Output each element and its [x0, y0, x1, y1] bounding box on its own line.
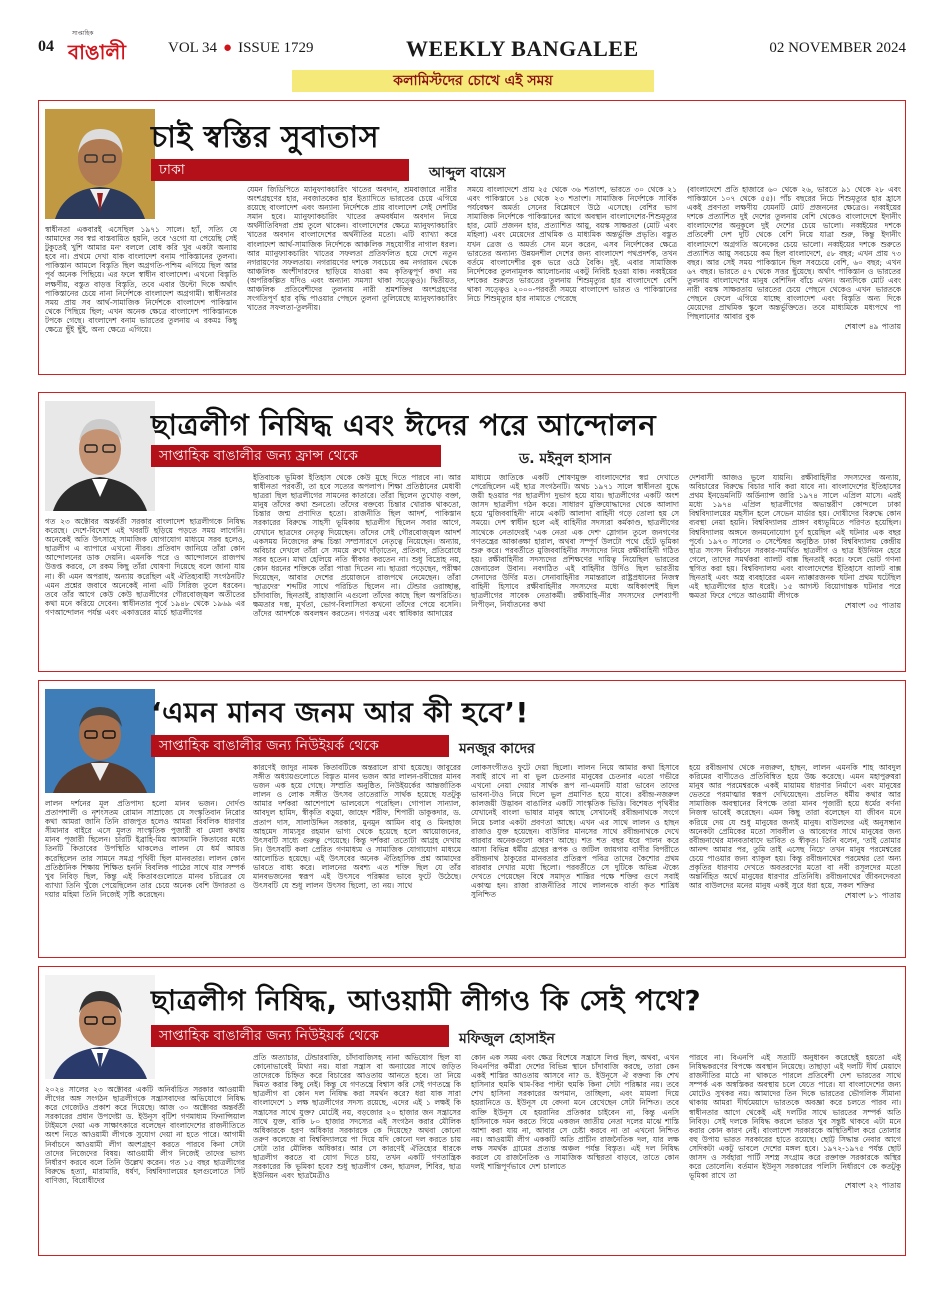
source-bar: সাপ্তাহিক বাঙালীর জন্য নিউইয়র্ক থেকে	[151, 735, 449, 757]
section-title: কলামিস্টদের চোখে এই সময়	[292, 70, 654, 92]
continue-link[interactable]: শেষাংশ ২২ পাতায়	[844, 1181, 901, 1191]
volume-issue	[168, 40, 314, 57]
article-headline[interactable]: চাই স্বস্তির সুবাতাস	[151, 120, 380, 155]
paper-logo[interactable]	[68, 28, 126, 68]
article-intro: গত ২৩ অক্টোবর অন্তর্বর্তী সরকার বাংলাদেশ ছাত্রলীগকে নিষিদ্ধ করেছে। দেশে-বিদেশে এই খবরটি ছড়িয়ে পড়তে সময় লাগেনি। অনেকেই অতি উৎসাহে সামাজিক যোগাযোগ মাধ্যমে সরব হলেও, ছাত্রলীগ এ ব্যাপারে এখনো নীরব। প্রতিবাদ জানিয়ে তাঁরা কোন আন্দোলনের ডাক দেয়নি। এমনকি পরে ও আন্দোলনে রাজপথ উত্তপ্ত করবে, সে রকম কিছু তাঁরা ঘোষণা দিয়েছে বলে জানা যায় না। কী এমন অপরাধ, অন্যায় করেছিল এই ঐতিহ্যবাহী সংগঠনটি? এমন প্রশ্নের জবাবে অনেকেই নানা এটি সিরিজ তুলে ধরবেন। তবে তাঁর আগে কেউ কেউ ছাত্রলীগের গৌরবোজ্জ্বল অতীতের কথা মনে করিয়ে দেবেন। স্বাধীনতার পূর্বে ১৯৪৮ থেকে ১৯৬৯ এর গণআন্দোলন পর্যন্ত এবং একাত্তরের মার্চে ছাত্রলীগের	[45, 517, 245, 617]
column-4-text: দেশবাসী আজও ভুলে যায়নি। রক্ষীবাহিনীর সদস্যদের অন্যায়, অবিচারের বিরুদ্ধে বিচার দাবি করা যাবে না। বাংলাদেশের ইতিহাসের প্রথম ইনডেমনিটি অর্ডিন্যান্স জারি ১৯৭৪ সালে এপ্রিল মাসে। এরই মধ্যে ১৯৭৪ এপ্রিল ছাত্রলীগের অভ্যন্তরীণ কোন্দলে ঢাকা বিশ্ববিদ্যালয়ের মহসীন হলে সেভেন মার্ডার হয়। দোষীদের বিরুদ্ধে কোন ব্যবস্থা নেয়া হয়নি। বিশ্ববিদ্যালয় প্রাঙ্গণ বধ্যভূমিতে পরিণত হয়েছিল। বিশ্ববিদ্যালয় অঙ্গনে জনমনোযোগ চূর্ণ হয়েছিল এই ঘটনার এক বছর পূর্বে। ১৯৭৩ সালের ৩ সেপ্টেম্বর অনুষ্ঠিত ঢাকা বিশ্ববিদ্যালয় কেন্দ্রীয় ছাত্র সংসদ নির্বাচনে সরকার-সমর্থিত ছাত্রলীগ ও ছাত্র ইউনিয়ন হেরে গেলে, তাদের সমর্থকরা ব্যালট বাক্স ছিনতাই করে। ফলে ভোট গণনা স্থগিত করা হয়। বিশ্ববিদ্যালয় এবং বাংলাদেশের ইতিহাসে ব্যালট বাক্স ছিনতাই এবং অস্ত্র ব্যবহারের এমন ন্যাক্কারজনক ঘটনা প্রথম ঘটেছিল এই ছাত্রলীগের হাত ধরেই। ১৫ আগস্ট বিয়োগান্তক ঘটনার পরে ক্ষমতা ফিরে পেতে আওয়ামী লীগকে	[689, 473, 901, 601]
column-2: কারণেই জাদুর নামক কিতাবটিকে অন্তরালে রাখা হয়েছে। জাবুরের সঙ্গীত অধ্যায়গুলোতে বিস্তৃত মানব ভজন আর লালন-রবীন্দ্রের মানব ভজন এক হয়ে গেছে। সম্প্রতি অনুষ্ঠিত, নিউইয়র্কের আন্তর্জাতিক লালন ও লোক সঙ্গীত উৎসব তাতেরাতি সার্থক হয়েছে যতটুকু আমার দর্শকরা আশেপাশে ভালবেসে পরেছিল। গোপাল সান্যাল, আবদুল হামিদ, স্বীকৃতি বড়ুয়া, জাহেদ শরীফ, শিপারী ডাকুকদার, ড. প্রতাপ দাস, সালাউদ্দিন সরকার, মুনমুন আমিন বাবু ও মিনহাজ আহমেদ সাম্যসুর রহমান ভাগ্য থেকে হয়েছে হলে আয়োজনের, উৎসবটি সাধ্যে গুরুত্ব পেয়েছে। কিন্তু দর্শকরা ততোটা আগ্রহ দেখায় নি। উৎসবটি কলা প্রেরিত গণমাধ্যম ও সামাজিক যোগাযোগ মাধ্যমে আলোচিত হয়েছে। এই উৎসবের অনেক ঐতিহাসিক প্রশ্ন আমাদের ভাবতে বাধ্য করে। লালনের অবশ্য এত শক্তি ছিল যে তাঁর মানবভজনের স্বরূপ এই উৎসবে পরিষ্কার ভাবে ফুটে উঠেছে। উৎসবটি যে শুধু লালন উৎসব ছিলো, তা নয়। সাথে	[253, 763, 461, 891]
article-headline[interactable]: ছাত্রলীগ নিষিদ্ধ, আওয়ামী লীগও কি সেই পথে?	[151, 984, 702, 1017]
logo-tagline: সাপ্তাহিক	[72, 30, 94, 37]
column-3: সময়ে বাংলাদেশে প্রায় ২৫ থেকে ৩৬ শতাংশ, ভারতে ৩০ থেকে ২১ এবং পাকিস্তানে ১৪ থেকে ২৩ শতাংশ। সামাজিক নির্দেশকে সার্বিক পর্যবেক্ষণ অমর্ত্য সেনের বিশ্লেষণে উঠে এসেছে। বেশির ভাগ সামাজিক নির্দেশকে পাকিস্তানের আগে অবস্থান বাংলাদেশের-শিশুমৃত্যুর হার, মোট প্রজনন হার, প্রত্যাশিত আয়ু, বয়স্ক সাক্ষরতা (মোট এবং মহিলা) এবং মেয়েদের প্রাথমিক ও মাধ্যমিক অন্তর্ভুক্তি প্রভৃতি। বস্তুত যখন ত্রেজ ও অমর্ত্য সেন মনে করেন, এসব নির্দেশকের ক্ষেত্রে ভারতের অন্যান্য উন্নয়নশীল দেশের জন্য বাংলাদেশ পথপ্রদর্শক, তখন বর্তমে বাংলাদেশীর বুক ভরে ওঠে বৈকি। দুই. এবার সামাজিক নির্দেশকের তুলনামূলক আলোচনায় একটু নিবিষ্ট হওয়া যাক। নব্বইয়ের দশকের শুরুতে ভারতের তুলনায় শিশুমৃত্যুর হার বাংলাদেশে বেশি থাকা সত্ত্বেও ২০০০-পরবর্তী সময়ে বাংলাদেশ ভারত ও পাকিস্তানের নিচে শিশুমৃত্যুর হার নামাতে পেরেছে	[467, 185, 677, 304]
article-columns	[253, 763, 901, 955]
column-2: প্রতি অত্যাচার, টেন্ডারবাজি, চাঁদাবাজিসহ নানা অভিযোগ ছিল যা কোনোভাবেই মিথ্যা নয়। যারা সন্ত্রাস বা অন্যায়ের সাথে জড়িত তাদেরকে চিহ্নিত করে বিচারের আওতায় আনতে হবে। তা নিয়ে দ্বিমত করার কিছু নেই। কিন্তু যে গণতন্ত্রে বিশ্বাস করি সেই গণতন্ত্রে কি ছাত্রলীগ বা কোন দল নিষিদ্ধ করা সমর্থন করে? ধরা যাক সারা বাংলাদেশে ১ লক্ষ ছাত্রলীগের সদস্য রয়েছে, এদের এই ১ লক্ষই কি সন্ত্রাসের সাথে যুক্ত? মোটেই নয়, বড়জোর ২০ হাজার জন সন্ত্রাসের সাথে যুক্ত, বাকি ৮০ হাজার সদস্যের এই সংগঠন করার মৌলিক অধিকারকে হরণ অধিকার সরকারকে কে দিয়েছে? অথবা কোনো তরুণ কলেজে বা বিশ্ববিদ্যালয়ে পা দিয়ে যদি কোনো দল করতে চায় সেটা তার মৌলিক অধিকার। আর সে কারণেই ঐতিহ্যের ধারকে ছাত্রলীগ করতে বা যোগ দিতে চায়, তখন একটি গণতান্ত্রিক সরকারের কি ভূমিকা হবে? শুধু ছাত্রলীগ কেন, ছাত্রদল, শিবির, ছাত্র ইউনিয়ন এবং ছাত্রমৈত্রীও	[253, 1053, 461, 1181]
paper-name: WEEKLY BANGALEE	[406, 36, 639, 61]
article-intro: লালন দর্শনের মূল প্রতিপাদ্য হলো মানব ভজন। দোর্দণ্ড প্রতাপশালী ও নৃশংসতম রোমান সাম্রাজ্যে যে সংস্কৃতিবান নিরোর কথা আমরা জানি তিনি রাজপুত হলেও আমরা বিবলিক ধারণার সীমানার বাইরে এসে মূলত সাংস্কৃতিক পুজারী বা মেলা কথায় মানব পূজারী ছিলেন। চারটি ইব্রাহি-মিয় আসমানি কিতাবের মধ্যে তিনটি কিতাবের উপস্থিতি থাকলেও লালন যে ধর্ম আয়ত্ত করেছিলেন তার সামনে সমগ্র পৃথিবী ছিল মানবতার। লালন কোন প্রতিষ্ঠানিক শিক্ষায় শিক্ষিত হননি বিবলিক পাঠের সাথে যার সম্পর্ক খুব নিবিড় ছিল, কিন্তু এই কিতাবগুলোতে মানব চরিত্রের যে ব্যাখ্যা তিনি খুঁজে পেয়েছিলেন তার চেয়ে অনেক বেশি উদারতা ও দয়ার মহিমা তিনি নিজেই সৃষ্টি করেছেন।	[45, 799, 245, 899]
source-bar: ঢাকা	[151, 159, 409, 181]
author-name: আব্দুল বায়েস	[429, 165, 506, 181]
bullet-dot-icon: ●	[223, 40, 233, 56]
volume: VOL 34	[168, 40, 218, 56]
article-4	[38, 966, 906, 1256]
source-bar: সাপ্তাহিক বাঙালীর জন্য ফ্রান্স থেকে	[151, 445, 441, 467]
article-1	[38, 100, 906, 375]
article-columns	[253, 1053, 901, 1251]
author-name: মফিজুল হোসাইন	[459, 1031, 555, 1047]
author-photo	[45, 401, 155, 511]
continue-link[interactable]: শেষাংশ ৮১ পাতায়	[844, 891, 901, 901]
column-2: ইতিবাচক ভূমিকা ইতিহাস থেকে কেউ মুছে দিতে পারবে না। আর স্বাধীনতা পরবর্তী, তা হবে সত্যের অপলাপ। শিক্ষা প্রতিষ্ঠানের মেধাবী ছাত্ররা ছিল ছাত্রলীগের সামনের কাতারে। তাঁরা ছিলেন তুখোড় বক্তা, মানুষ তাঁদের কথা শুনতো। তাঁদের বক্তব্যে চিন্তার খোরাক থাকতো, চিন্তার জন্ম প্রণাদিত হতো। রাজনীতি ছিল আদর্শ, পাকিস্তান সরকারের বিরুদ্ধে সাহসী ভূমিকায় ছাত্রলীগ ছিলেন সবার আগে, যেখানে ছাত্রদের নেতৃত্ব দিয়েছেন। তাঁদের সেই গৌরবোজ্জ্বল আদর্শ একসময় নিজেদের রুদ্ধ চিন্তা সম্প্রসারণে নেতৃত্বে নিয়েছেন। অন্যায়, অবিচার দেখলে তাঁরা সে সময়ে রুখে দাঁড়াতেন, প্রতিবাদ, প্রতিরোধে সরব হতেন। মাথা হেলিয়ে নতি স্বীকার করতেন না। শুধু বিদ্রোহ নয়, কোন ধরনের শক্তিকে তাঁরা পাত্তা দিতেন না। ছাত্ররা পড়েছেন, পরীক্ষা দিয়েছেন, আবার দেশের প্রয়োজনে রাজপথে নেমেছেন। তাঁরা 'ছাত্রদের' শব্দটির সাথে পরিচিত ছিলেন না। টেন্ডার ওরাচ্ছাল্ত, চাঁদাবাজি, ছিনতাই, রাহাজানি এগুলো তাঁদের কাছে ছিল অপরিচিত। ক্ষমতার দম্ভ, মূর্খতা, ভোগ-বিলাসিতা কখনো তাঁদের পেয়ে বসেনি। তাঁদের আদর্শকে অবলম্বন করতেন। গণতন্ত্র এবং স্বাধিকার আদায়ের	[253, 473, 461, 619]
author-photo	[45, 975, 155, 1079]
source-bar: সাপ্তাহিক বাঙালীর জন্য নিউইয়র্ক থেকে	[151, 1025, 449, 1047]
column-4-text: (বাংলাদেশে প্রতি হাজারে ৬০ থেকে ২৬, ভারতে ৯১ থেকে ২৮ এবং পাকিস্তানে ১০৭ থেকে ৫৫)। পাঁচ বছরের নিচে শিশুমৃত্যুর হার হ্রাসে একই প্রবণতা লক্ষণীয় যেমনটি মোট প্রজননের ক্ষেত্রেও। নব্বইয়ের দশকে প্রত্যাশিত দুই দেশের তুলনায় বেশি থেকেও বাংলাদেশে ইদানীং বাংলাদেশের অনুকূলে দুই দেশের চেয়ে ভালো। নব্বইয়ের দশকে প্রতিবেশী দেশ দুটি থেকে বেশি নিয়ে যাত্রা শুরু, কিন্তু ইদানীং বাংলাদেশে অগ্রগতি অনেকের চেয়ে ভালো। নব্বইয়ের দশকে শুরুতে প্রত্যাশিত আয়ু সবচেয়ে কম ছিল বাংলাদেশে, ৫৮ বছর; এখন প্রায় ৭৩ বছর। আর সেই সময় পাকিস্তানে ছিল সবচেয়ে বেশি, ৬০ বছর; এখন ৬৭ বছর। ভারতে ৫৭ থেকে সত্তর ছুঁয়েছে। অর্থাৎ পাকিস্তান ও ভারতের তুলনায় বাংলাদেশের মানুষ বেশিদিন বাঁচে এখন। অন্যদিকে মোট এবং নারী বয়স্ক সাক্ষরতায় ভারতের চেয়ে পেছনে থেকেও এখন ভারতকে পেছনে ফেলে এগিয়ে যাচ্ছে বাংলাদেশ এবং বিস্তৃতি অন্য দিকে মেয়েদের প্রাথমিক স্কুলে অন্তর্ভুক্তিতে। তবে মাধ্যমিকে মধ্যপথে পা পিছলানোর আবার বুক	[687, 185, 901, 322]
page-number: 04	[38, 38, 54, 55]
column-4	[689, 473, 901, 667]
article-headline[interactable]: ছাত্রলীগ নিষিদ্ধ এবং ঈদের পরে আন্দোলন	[151, 408, 657, 442]
column-3: মাধ্যমে জাতিকে একটি শোষণমুক্ত বাংলাদেশের স্বপ্ন দেখাতে পেরেছিলেন এই ছাত্র সংগঠনটি। অথচ ১৯৭১ সালে স্বাধীনতা যুদ্ধে জয়ী হওয়ার পর ছাত্রলীগ দুভাগ হয়ে যায়। ছাত্রলীগের একটি অংশ জাসদ ছাত্রলীগ গঠন করে। সাধারণ মুক্তিযোদ্ধাদের থেকে আলাদা হয়ে 'মুজিববাহিনী' নামে একটি আলাদা বাহিনী গড়ে তোলা হয় সে সময়ে। দেশ স্বাধীন হলে এই বাহিনীর সদস্যরা কর্মকাণ্ড, ছাত্রলীগের সাথেকে নেতাদেরই 'এক নেতা এক দেশ' স্লোগান তুলে জনগণের গণতন্ত্রের আকাঙ্ক্ষা হারাল, অথবা সম্পূর্ণ উলটো পথে হেঁটে ভূমিকা শুরু করে। পরবর্তীতে মুজিববাহিনীর সদস্যদের নিয়ে রক্ষীবাহিনী গঠিত হয়। রক্ষীবাহিনীর সদস্যদের প্রশিক্ষণের দায়িত্ব নিয়েছিল ভারতের জেনারেল উবান। নবগঠিত এই বাহিনীর উর্দিও ছিল ভারতীয় সেনাদের উর্দির মত। সেনাবাহিনীর সমান্তরালে রাষ্ট্রপ্রধানের নিজস্ব বাহিনী হিসাবে রক্ষীবাহিনীর সদস্যদের মধ্যে অধিকাংশই ছিল ছাত্রলীগের সাবেক নেতাকর্মী। রক্ষীবাহি-নীর সদস্যদের দেশব্যাপী নিপীড়ন, নির্যাতনের কথা	[471, 473, 679, 610]
article-intro: স্বাধীনতা একবারই এসেছিল ১৯৭১ সালে। হ্যাঁ, সত্যি যে আমাদের সব স্বপ্ন বাস্তবায়িত হয়নি, তবে 'ওগো যা পেয়েছি সেই টুকুতেই খুশি আমার মন' বললে বোধ করি খুব একটা অন্যায় হবে না। প্রথমে দেখা যাক বাংলাদেশ বনাম পাকিস্তানের তুলনা। পাকিস্তান আমলে বিস্তৃতি ছিল অগ্রগতি-পশ্চিম এগিয়ে ছিল আর পূর্ব অনেক পিছিয়ে। এর ফলে স্বাধীন বাংলাদেশ। এখনো বিস্তৃতি লক্ষণীয়, বস্তুত বাড়ত্ত বিস্তৃতি, তবে এবার উল্টো দিকে অর্থাৎ পাকিস্তানের চেয়ে নানা নির্দেশকে বাংলাদেশ অগ্রগামী। স্বাধীনতার সময় প্রায় সব আর্থ-সামাজিক নির্দেশকে বাংলাদেশ পাকিস্তান থেকে পিছিয়ে ছিল; এখন অনেক ক্ষেত্রে বাংলাদেশ পাকিস্তানকে টপকে গেছে। বাংলাদেশ বনাম ভারতের তুলনায় এ রকমঃ কিছু ক্ষেত্রে ছুঁই ছুঁই, অন্য ক্ষেত্রে এগিয়ে।	[45, 225, 237, 335]
article-3	[38, 680, 906, 958]
column-4	[687, 185, 901, 371]
article-columns	[253, 473, 901, 667]
article-intro-wrap	[159, 185, 237, 225]
continue-link[interactable]: শেষাংশ ৪৯ পাতায়	[844, 322, 901, 332]
article-columns	[247, 185, 901, 371]
author-name: মনজুর কাদের	[459, 741, 535, 757]
author-photo	[45, 109, 155, 219]
column-4-text: পারবে না। বিএনপি এই সত্যটি অনুধাবন করেছেই হয়তো এই নিষিদ্ধকরণের বিপক্ষে অবস্থান নিয়েছে। তাছাড়া এই দলটি দীর্ঘ মেয়াদে রাজনীতির মাঠে না থাকতে পারলে প্রতিবেশী দেশ ভারতের সাথে সম্পর্ক এক অস্বস্তিকর অবস্থায় চলে যেতে পারে। যা বাংলাদেশের জন্য মোটেও সুখকর নয়। আমাদের তিন দিকে ভারতের ভৌগলিক সীমানা থাকায় আমরা দীর্ঘমেয়াদে ভারতকে অবজ্ঞা করে চলতে পারব না। স্বাধীনতার আগে থেকেই এই দলটির সাথে ভারতের সম্পর্ক অতি নিবিড়। সেই দলকে নিষিদ্ধ করলে ভারত খুব সন্তুষ্ট থাকবে এটা মনে করার কোন কারণ নেই। বাংলাদেশ সরকারকে অস্থিতিশীল করে তোলার বহু উপায় ভারত সরকারের হাতে রয়েছে। ছোট্ট সিদ্ধান্ত নেবার আগে সেদিকটা একটু ভাবলে দেশের মঙ্গল হবে। ১৯৭২-১৯৭৫ পর্যন্ত ছোট জাসদ ও সর্বহারা পার্টি সশস্ত্র সংগ্রাম করে রক্তাক্ত সরকারকে অস্থির করে তোলেনি। বর্তমান ইউনূস সরকারের পলিসি নির্ধারণে কে কতটুকু ভূমিকা রাখে তা	[689, 1053, 901, 1181]
author-photo	[45, 689, 155, 793]
column-3: কোন এক সময় এবং ক্ষেত্র বিশেষে সন্ত্রাসে লিপ্ত ছিল, অথবা, এখন বিএনপির কর্মীরা দেশের বিভিন্ন স্থানে চাঁদাবাজি করছে, তারা কেন একই শাস্তির আওতায় আসবে না? ড. ইউনূসে ঐ বক্তব্য কি শেখ হাসিনার হুমকি থাম-কির পাল্টা হুমকি কিনা সেটা পরিষ্কার নয়। তবে শেখ হাসিনা সরকারের অপমান, তাচ্ছিল্য, এবং মামলা দিয়ে হয়রানিতে ড. ইউনূস যে বেদনা মনে রেখেছেন সেটা নিশ্চিত। তবে ব্যক্তি ইউনূস যে হয়রানির প্রতিকার চাইবেন না, কিন্তু এনসি হাসিনাকে দমন করতে গিয়ে একজন জাতীয় নেতা দলের মাঝে শাস্তি আশা করা যায় না, আবার সে চেষ্টা করবে না তা এখনো নিশ্চিত নয়। আওয়ামী লীগ এককটি অতি প্রাচীন রাজনৈতিক দল, যার লক্ষ লক্ষ সমর্থক গ্রামের প্রত্যন্ত অঞ্চল পর্যন্ত বিস্তৃত। এই দল নিষিদ্ধ করলে যে রাজনৈতিক ও সামাজিক অস্থিরতা বাড়বে, তাতে কোন দলই শান্তিপূর্ণভাবে দেশ চালাতে	[471, 1053, 679, 1172]
article-headline[interactable]: ‘এমন মানব জনম আর কী হবে’!	[151, 696, 529, 729]
column-4	[689, 763, 901, 955]
issue-number: ISSUE 1729	[238, 40, 314, 56]
article-2	[38, 392, 906, 672]
column-4-text: হয়ে রবীন্দ্রনাথ থেকে নজরুল, হাছন, লালন এমনকি শাহ আবদুল করিমের বাণীতেও প্রতিবিম্বিত হয়ে উচ্চ করেছে। এমন মহাপুরুষরা মানুষ আর পরমেশ্বরকে একই মায়াময় ধারণার নির্মাণে এবং মানুষের ভেতরে পরমাত্মার স্বরূপ দেখিয়েছেন। প্রচলিত ধর্মীয় কথার আর সামাজিক অবস্থানের বিপক্ষে তারা মানব পূজারী হয়ে ধর্মের বর্ণনা নিজস্ব ভাবেই করেছেন। এমন কিছু তারা বলেছেন যা জীবন মনে করিয়ে দেয় যে শুধু মানুষের জন্যই মানুষ। বাউলদের এই অনুসন্ধান অনেকটা প্রেমিকের মতো সাবলীল ও আবেগের সাথে মানুষের জন্য রবীন্দ্রনাথের মানবতাবাদে ভাবিত ও স্বীকৃত। তিনি বলেন, 'তাই তোমার আনন্দ আমার পর, তুমি তাই এসেছ নিচে' তখন মানুষ পরমেশ্বরের চেয়ে পাওয়ার জন্য ব্যাকুল হয়। কিন্তু রবীন্দ্রনাথের পরমেশ্বর তো অন্য প্রকৃতির ধারণায় দেখতে অবতরণের মতো বা নবী রসূলদের মতো অন্তর্নিহিত অর্থে মানুষের ধারণার প্রতিনিধি। রবীন্দ্রনাথের জীবনদেবতা আর বাউলদের মনের মানুষ একই সুরে ধরা হয়ে, সকল শক্তির	[689, 763, 901, 891]
continue-link[interactable]: শেষাংশ ৩৫ পাতায়	[844, 601, 901, 611]
author-name: ড. মইনুল হাসান	[519, 451, 612, 467]
masthead	[38, 30, 906, 70]
logo-wordmark: বাঙালী	[68, 40, 127, 64]
column-4	[689, 1053, 901, 1251]
column-3: লোকসংগীতও ফুটে দেয়া ছিলো। লালন নিয়ে আমার কথা হিসাবে সবাই রাখে না বা ভুল চেতনার মানুষের চেতনার এতো গভীরে এখনো নেয়া দেয়ার সার্থক রূপ না-এমনটি যারা ভাবেন তাদের ভাবনা-টাও নিয়ে দিলে ভুল প্রমাণিত হয়ে যাবে। রবীন্দ্র-নজরুল কালজয়ী উদ্ভাবন বাঙালির একটি সাংস্কৃতিক ভিত্তি। বিশেষত পৃথিবীর যেখানেই বাংলা ভাষার মানুষ আছে সেখানেই রবীন্দ্রনাথকে সংগে নিয়ে চলার একটা প্রবণতা আছে। এখন এর সাথে লালন ও হাছন রাজাও যুক্ত হয়েছেন। বাউলির মানসের সাথে রবীন্দ্রনাথকে দেখে বারবার অনেকগুলো কারণ আছে। শত শত বছর ধরে পালন করে আসা বিভিন্ন ধর্মীয় গ্রন্থের রূপক ও জটিল জায়গায় বাণীর বিপরীতে রবীন্দ্রনাথ ঠাকুরের মানবতার প্রতিরূপ পবিত্র তাদের কৈশোর প্রথম বারবার দেখার মধ্যে ছিলো। পরবর্তীতে সে দুটিকে অভিন্ন ঐক্যে দেখতে পেয়েছেন বিশ্বে সমাদৃত শান্তির পক্ষে শক্তির গুণে সবাই একাত্ম হন। রাজা রাজনীতির সাথে লালনকে বার্তা কৃত শাখ্রিধ সুনিশ্চিত	[471, 763, 679, 900]
issue-date: 02 NOVEMBER 2024	[769, 40, 906, 56]
article-intro: ২০২৪ সালের ২৩ অক্টোবর একটি অনির্বাচিত সরকার আওয়ামী লীগের অঙ্গ সংগঠন ছাত্রলীগকে সন্ত্রাসবাদের অভিযোগে নিষিদ্ধ করে গেজেটও প্রকাশ করে দিয়েছে। আজ ৩০ অক্টোবর অন্তর্বর্তী সরকারের প্রধান উপদেষ্টা ড. ইউনূস বৃটিশ গণমাধ্যম ফিনান্সিয়াল টাইমসে দেয়া এক সাক্ষাৎকারে বলেছেন বাংলাদেশের রাজনীতিতে অংশ নিতে আওয়ামী লীগকে সুযোগ দেয়া না হতে পারে। আগামী নির্বাচনে আওয়ামী লীগ অংশগ্রহণ করতে পারবে কিনা সেটা তাদের নিজেদের বিষয়। আওয়ামী লীগ নিজেই তাদের ভাগ্য নির্ধারণ করবে বলে তিনি উল্লেখ করেন। গত ১৫ বছর ছাত্রলীগের বিরুদ্ধে হত্যা, মারামারি, ধর্ষণ, বিশ্ববিদ্যালয়ের হলগুলোতে সিট বাণিজ্য, বিরোধীদের	[45, 1085, 245, 1185]
column-2: যেমন জিডিপিতে ম্যানুফ্যাকচারিং খাতের অবদান, শ্রমবাজারে নারীর অংশগ্রহণের হার, নবজাতকের হার ইত্যাদিতে ভারতের চেয়ে এগিয়ে রয়েছে বাংলাদেশ এবং অন্যান্য নির্দেশকে প্রায় বাংলাদেশ সেই দেশটির সমান হবে। ম্যানুফ্যাকচারিং খাতের ক্রমবর্ধমান অবদান নিয়ে অর্থনীতিবিদরা প্রশ্ন তুলে থাকেন। বাংলাদেশের ক্ষেত্রে ম্যানুফ্যাকচারিং খাতের অবদান বাংলাদেশের অর্থনীতির মতো। এটি ব্যাখ্যা করে বাংলাদেশ আর্থ-সামাজিক নির্দেশকে আঞ্চলিক সহযোগীর নাগাল ধরল। আর ম্যানুফ্যাকচারিং খাতের সফলতা প্রতিফলিত হয়ে দেশে নতুন নগরায়ণের সফলতায়। নগরায়ণের দশকে সবচেয়ে কম নগরায়ন থেকে আঞ্চলিক অংশীদারদের ছাড়িয়ে যাওয়া কম কৃতিত্বপূর্ণ কথা নয় (অপরিকল্পিত যদিও এবং অন্যান্য সমস্যা থাকা সত্ত্বেও)। দ্বিতীয়ত, আঞ্চলিক প্রতিবেশীদের তুলনায় নারী শ্রমশক্তির অংশগ্রহণের সংগতিপূর্ণ হার বৃদ্ধি পাওয়ার পেছনে তুলনা তুলিয়েছে ম্যানুফ্যাকচারিং খাতের সফলতা-তুলনীয়।	[247, 185, 457, 313]
